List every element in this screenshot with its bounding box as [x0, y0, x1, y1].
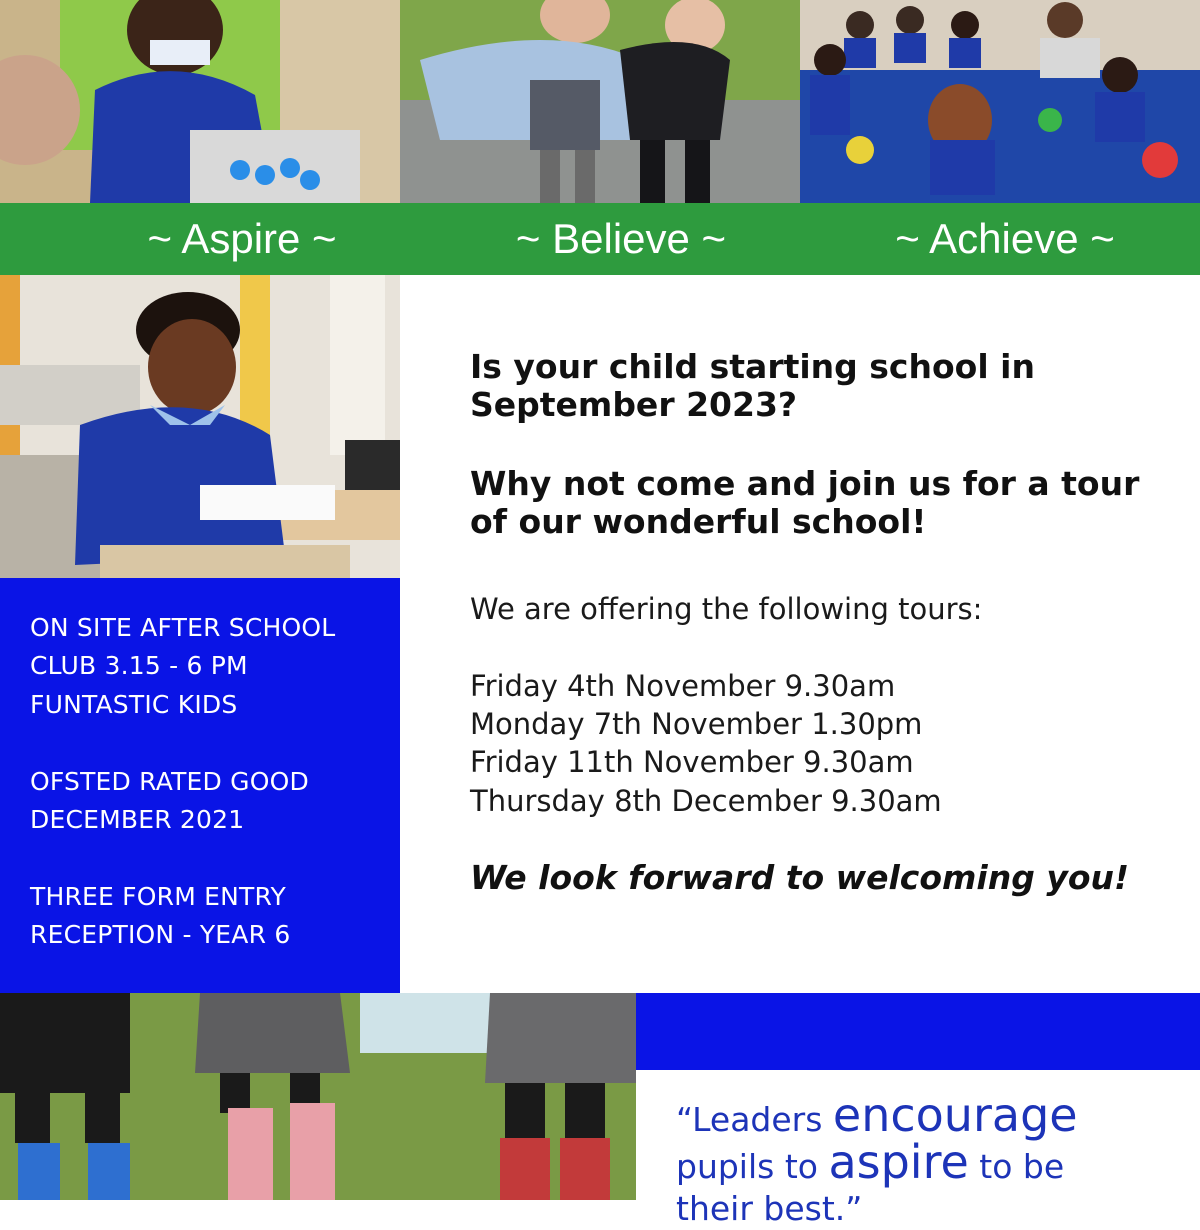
- heading-line: Why not come and join us for a tour: [470, 464, 1140, 503]
- tour-date: Monday 7th November 1.30pm: [470, 707, 923, 741]
- tours-intro: We are offering the following tours:: [470, 592, 983, 626]
- child-with-counters-photo: [0, 0, 400, 203]
- quote-text: “Leaders: [676, 1100, 833, 1139]
- boy-writing-photo: [0, 275, 400, 578]
- quote-emphasis: aspire: [828, 1135, 969, 1189]
- class-on-carpet-photo: [800, 0, 1200, 203]
- closing-message: We look forward to welcoming you!: [470, 858, 1130, 897]
- info-line: RECEPTION - YEAR 6: [30, 920, 291, 949]
- info-line: OFSTED RATED GOOD: [30, 767, 309, 796]
- bottom-blue-bar: [636, 993, 1200, 1070]
- heading-line: of our wonderful school!: [470, 502, 927, 541]
- info-line: FUNTASTIC KIDS: [30, 690, 238, 719]
- heading-line: Is your child starting school in: [470, 347, 1035, 386]
- info-line: CLUB 3.15 - 6 PM: [30, 651, 248, 680]
- info-line: DECEMBER 2021: [30, 805, 245, 834]
- tour-date: Friday 4th November 9.30am: [470, 669, 896, 703]
- motto-believe: ~ Believe ~: [515, 215, 727, 262]
- info-line: ON SITE AFTER SCHOOL: [30, 613, 336, 642]
- quote-text: to be: [968, 1147, 1065, 1186]
- heading-line: September 2023?: [470, 385, 798, 424]
- ofsted-quote: [676, 1088, 1176, 1230]
- info-line: THREE FORM ENTRY: [30, 882, 286, 911]
- tour-date: Friday 11th November 9.30am: [470, 745, 914, 779]
- quote-text: pupils to: [676, 1147, 829, 1186]
- tour-date: Thursday 8th December 9.30am: [470, 784, 942, 818]
- motto-achieve: ~ Achieve ~: [895, 215, 1115, 262]
- quote-text: their best.”: [676, 1189, 863, 1228]
- children-in-wellies-photo: [0, 993, 636, 1200]
- quote-emphasis: encourage: [832, 1088, 1078, 1142]
- motto-aspire: ~ Aspire ~: [147, 215, 337, 262]
- children-running-photo: [400, 0, 800, 203]
